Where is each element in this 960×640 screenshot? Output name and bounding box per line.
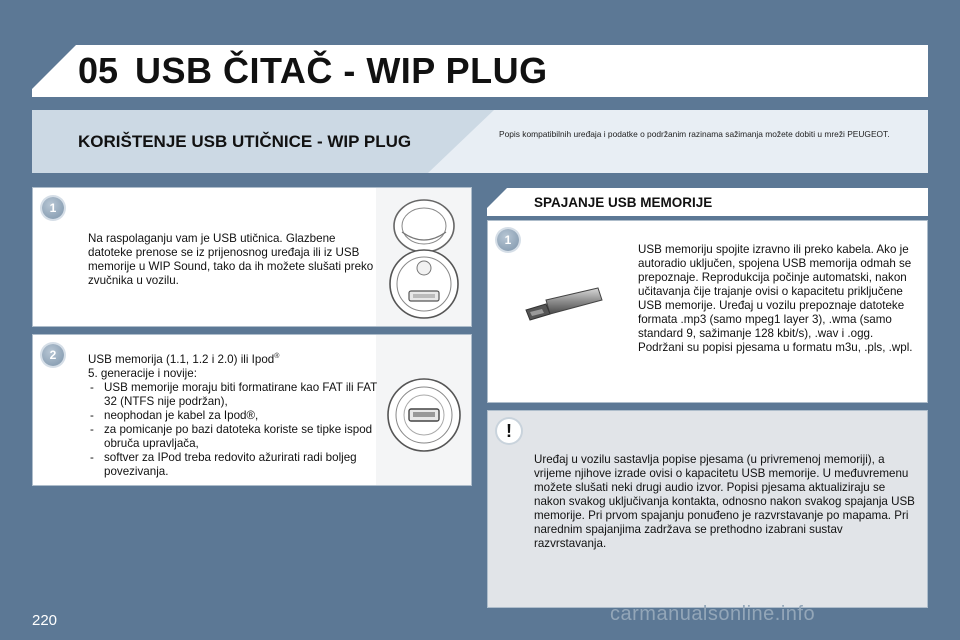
section-title: KORIŠTENJE USB UTIČNICE - WIP PLUG	[78, 132, 412, 151]
usb-stick-icon	[522, 284, 604, 334]
header-note-text: Popis kompatibilnih uređaja i podatke o podržanim razinama sažimanja možete dobiti u mreži PEUGEOT.	[499, 129, 890, 139]
usb-stick-illustration	[522, 284, 604, 339]
page-number: 220	[32, 612, 58, 629]
usb-socket-icon	[376, 335, 471, 485]
chapter-number: 05	[78, 50, 119, 91]
usb-connect-heading: SPAJANJE USB MEMORIJE	[534, 195, 713, 210]
warning-icon	[497, 419, 521, 443]
usb-socket-cover-icon	[376, 188, 471, 326]
socket-illustration	[376, 188, 471, 326]
panel2-intro-line2: 5. generacije i novije:	[88, 366, 197, 380]
step-badge-2: 2	[42, 344, 64, 366]
registered-mark: ®	[274, 353, 280, 360]
socket-open-illustration	[376, 335, 471, 485]
list-item: - softver za IPod treba redovito ažurirati radi boljeg povezivanja.	[88, 451, 378, 479]
usb-connect-text: USB memoriju spojite izravno ili preko kabela. Ako je autoradio uključen, spojena USB memorija odmah se prepoznaje. Reprodukcija počinje automatski, nakon učitavanja čije trajanje ovisi o kapacitetu priključene USB memorije. Uređaj u vozilu prepoznaje datoteke formata .mp3 (samo mpeg1 layer 3), .wma (samo standard 9, sažimanje 128 kbit/s), .wav i .ogg. Podržani su popisi pjesama u formatu m3u, .pls, .wpl.	[638, 243, 913, 354]
list-item: - neophodan je kabel za Ipod®,	[88, 409, 378, 423]
list-item: - za pomicanje po bazi datoteka koriste se tipke ispod obruča upravljača,	[88, 423, 378, 451]
watermark: carmanualsonline.info	[610, 603, 816, 625]
panel1-text: Na raspolaganju vam je USB utičnica. Glazbene datoteke prenose se iz prijenosnog uređaja ili iz USB memorije u WIP Sound, tako da ih možete slušati preko zvučnika u vozilu.	[88, 232, 374, 287]
warning-symbol: !	[506, 420, 512, 441]
step-badge-1: 1	[42, 197, 64, 219]
step-badge-right-1: 1	[497, 229, 519, 251]
panel2-intro-line1: USB memorija (1.1, 1.2 i 2.0) ili Ipod	[88, 352, 275, 366]
list-item: - USB memorije moraju biti formatirane kao FAT ili FAT 32 (NTFS nije podržan),	[88, 381, 378, 409]
page-title: USB ČITAČ - WIP PLUG	[135, 50, 548, 91]
panel2-content	[88, 350, 378, 479]
panel2-intro	[88, 350, 378, 367]
warning-text: Uređaj u vozilu sastavlja popise pjesama (u privremenoj memoriji), a vrijeme njihove izrade ovisi o kapacitetu USB memorije. U međuvremenu možete slušati neki drugi audio izvor. Popisi pjesama aktualiziraju se nakon svakog uključivanja kontakta, odnosno nakon svakog spajanja USB memorije. Pri prvom spajanju ponuđeno je razvrstavanje po mapama. Pri narednim spajanjima zadržava se prethodno izabrani sustav razvrstavanja.	[534, 453, 915, 550]
panel2-list	[88, 381, 378, 479]
